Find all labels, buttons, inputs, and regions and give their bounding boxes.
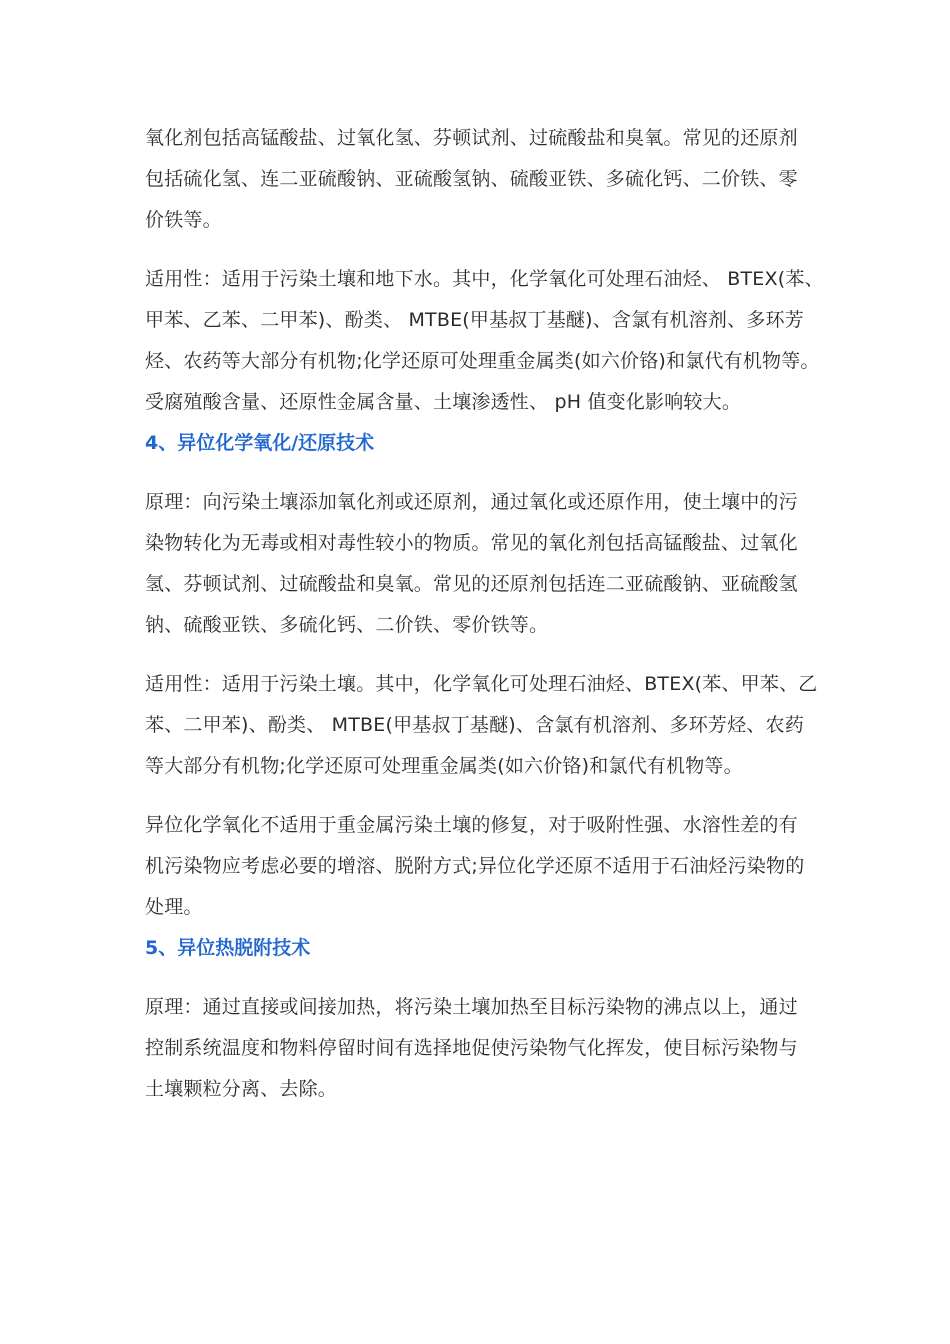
text-line: 包括硫化氢、连二亚硫酸钠、亚硫酸氢钠、硫酸亚铁、多硫化钙、二价铁、零 [145,168,798,190]
text-line: 原理：向污染土壤添加氧化剂或还原剂，通过氧化或还原作用，使土壤中的污 [145,491,798,513]
paragraph-limitations-4 [145,805,817,928]
text-line: 适用性：适用于污染土壤。其中，化学氧化可处理石油烃、BTEX(苯、甲苯、乙 [145,673,818,695]
text-line: 机污染物应考虑必要的增溶、脱附方式;异位化学还原不适用于石油烃污染物的 [145,855,805,877]
text-line: 处理。 [145,896,203,918]
paragraph-principle-4 [145,482,817,646]
paragraph-applicability-4 [145,664,817,787]
text-line: 土壤颗粒分离、去除。 [145,1078,338,1100]
text-line: 适用性：适用于污染土壤和地下水。其中，化学氧化可处理石油烃、 BTEX(苯、 [145,268,824,290]
text-line: 甲苯、乙苯、二甲苯)、酚类、 MTBE(甲基叔丁基醚)、含氯有机溶剂、多环芳 [145,309,804,331]
paragraph-principle-5 [145,987,817,1110]
text-line: 氧化剂包括高锰酸盐、过氧化氢、芬顿试剂、过硫酸盐和臭氧。常见的还原剂 [145,127,798,149]
section-heading-4: 4、异位化学氧化/还原技术 [145,432,375,454]
section-heading-5: 5、异位热脱附技术 [145,937,311,959]
text-line: 控制系统温度和物料停留时间有选择地促使污染物气化挥发，使目标污染物与 [145,1037,798,1059]
text-line: 价铁等。 [145,209,222,231]
text-line: 异位化学氧化不适用于重金属污染土壤的修复，对于吸附性强、水溶性差的有 [145,814,798,836]
document-page [145,118,824,1110]
text-line: 受腐殖酸含量、还原性金属含量、土壤渗透性、 pH 值变化影响较大。 [145,391,742,413]
paragraph-oxidants-reductants [145,118,817,241]
text-line: 氢、芬顿试剂、过硫酸盐和臭氧。常见的还原剂包括连二亚硫酸钠、亚硫酸氢 [145,573,798,595]
text-line: 染物转化为无毒或相对毒性较小的物质。常见的氧化剂包括高锰酸盐、过氧化 [145,532,798,554]
text-line: 烃、农药等大部分有机物;化学还原可处理重金属类(如六价铬)和氯代有机物等。 [145,350,820,372]
text-line: 原理：通过直接或间接加热，将污染土壤加热至目标污染物的沸点以上，通过 [145,996,798,1018]
text-line: 等大部分有机物;化学还原可处理重金属类(如六价铬)和氯代有机物等。 [145,755,743,777]
paragraph-applicability-1 [145,259,824,423]
text-line: 钠、硫酸亚铁、多硫化钙、二价铁、零价铁等。 [145,614,549,636]
text-line: 苯、二甲苯)、酚类、 MTBE(甲基叔丁基醚)、含氯有机溶剂、多环芳烃、农药 [145,714,804,736]
